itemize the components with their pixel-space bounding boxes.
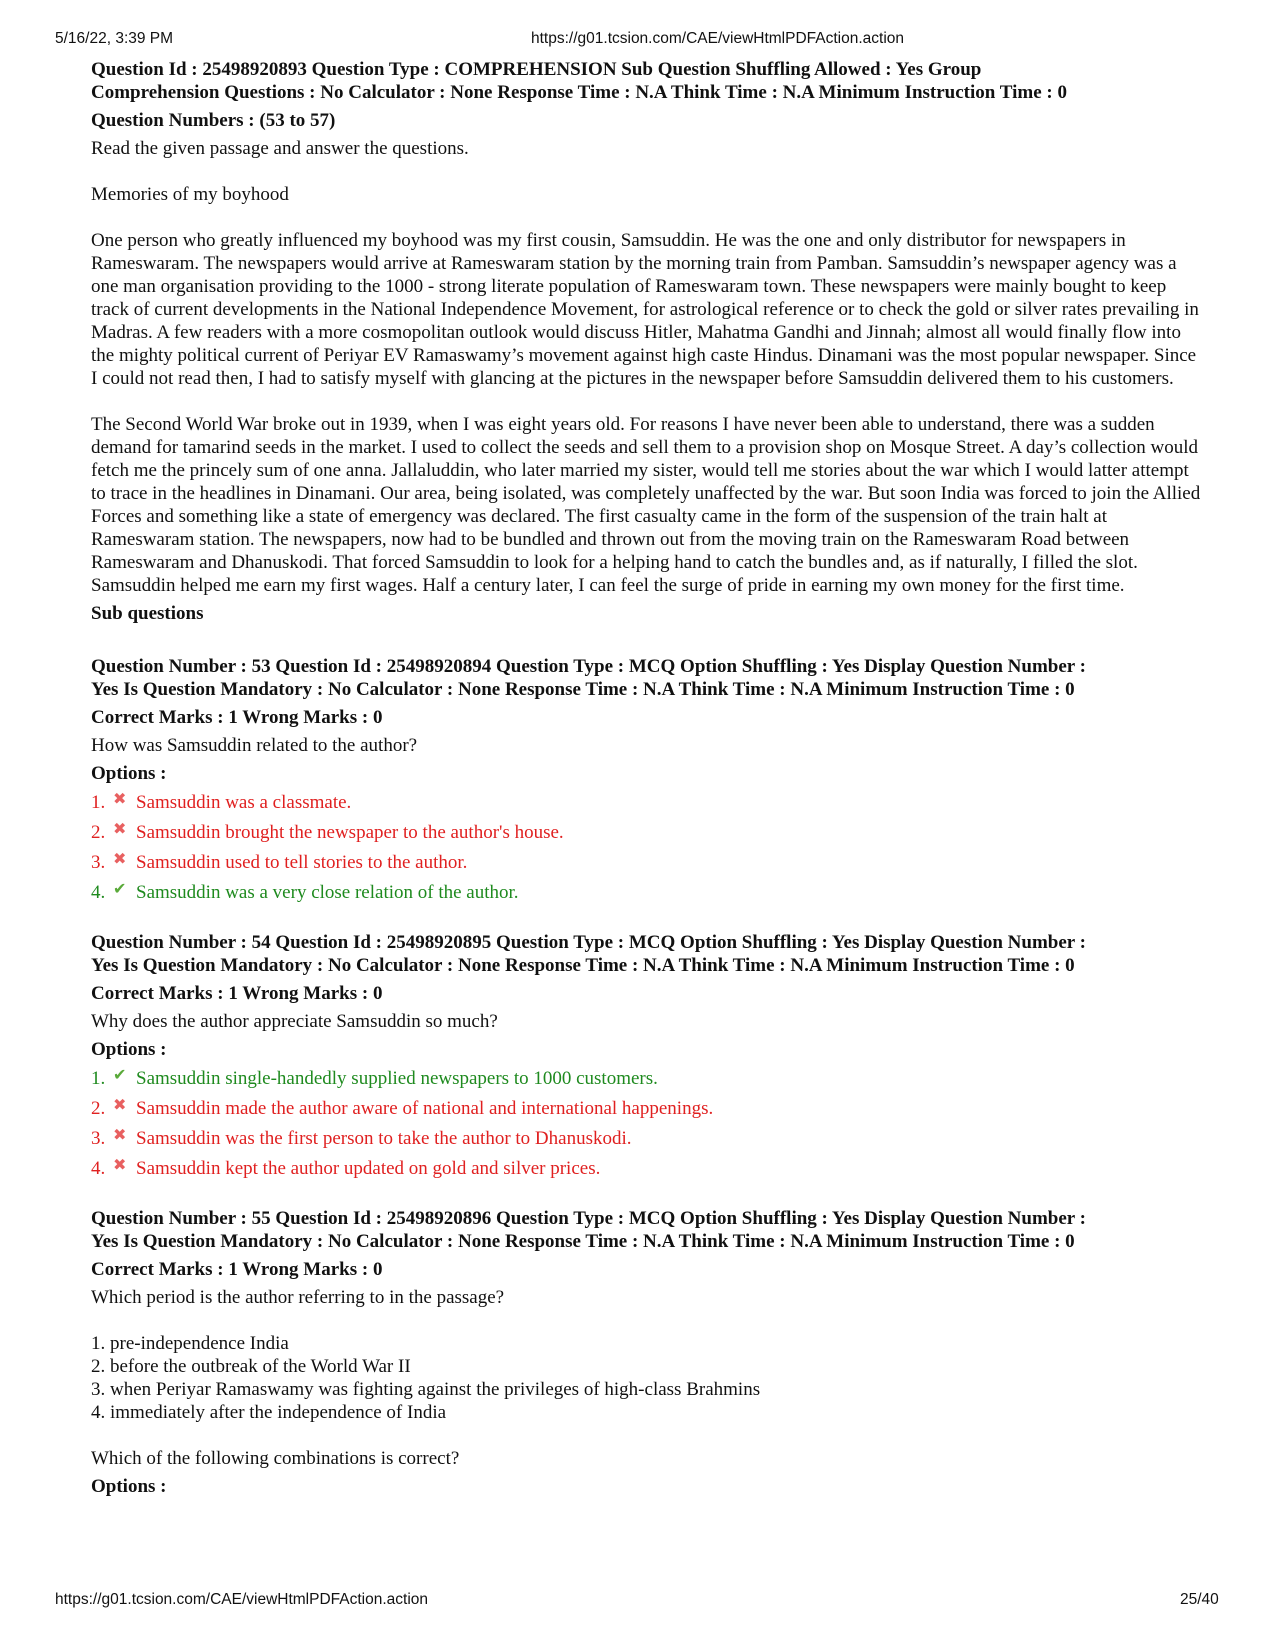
question-meta-line2: Yes Is Question Mandatory : No Calculator : None Response Time : N.A Think Time : N.A Minimum Instruction Time : 0 bbox=[91, 679, 1075, 700]
question-meta-line1: Question Number : 54 Question Id : 25498920895 Question Type : MCQ Option Shuffling : Yes Display Question Number : bbox=[91, 932, 1086, 953]
cross-icon: ✖ bbox=[113, 849, 127, 868]
option-number: 1. bbox=[91, 792, 106, 813]
option-text: Samsuddin single-handedly supplied newspapers to 1000 customers. bbox=[136, 1068, 658, 1089]
comprehension-meta-line1: Question Id : 25498920893 Question Type : COMPREHENSION Sub Question Shuffling Allowed : Yes Group bbox=[91, 59, 982, 80]
question-text: Why does the author appreciate Samsuddin so much? bbox=[91, 1011, 498, 1032]
question-text: Which period is the author referring to in the passage? bbox=[91, 1287, 505, 1308]
combination-prompt: Which of the following combinations is correct? bbox=[91, 1448, 460, 1469]
option-text: Samsuddin was the first person to take the author to Dhanuskodi. bbox=[136, 1128, 632, 1149]
document-body bbox=[91, 58, 1206, 1498]
option-text: Samsuddin used to tell stories to the author. bbox=[136, 852, 468, 873]
check-icon: ✔ bbox=[113, 879, 127, 898]
question-53 bbox=[91, 655, 1206, 908]
question-meta-line2: Yes Is Question Mandatory : No Calculator : None Response Time : N.A Think Time : N.A Minimum Instruction Time : 0 bbox=[91, 955, 1075, 976]
option-number: 3. bbox=[91, 1128, 106, 1149]
comprehension-meta-line2: Comprehension Questions : No Calculator : None Response Time : N.A Think Time : N.A Minimum Instruction Time : 0 bbox=[91, 82, 1067, 103]
option-number: 1. bbox=[91, 1068, 106, 1089]
option-2 bbox=[91, 1094, 1206, 1124]
option-3 bbox=[91, 848, 1206, 878]
option-text: Samsuddin was a classmate. bbox=[136, 792, 352, 813]
print-url: https://g01.tcsion.com/CAE/viewHtmlPDFAction.action bbox=[531, 30, 905, 47]
page-number: 25/40 bbox=[1180, 1591, 1219, 1608]
options-label: Options : bbox=[91, 1039, 167, 1060]
cross-icon: ✖ bbox=[113, 1155, 127, 1174]
options-label: Options : bbox=[91, 1476, 167, 1497]
question-54 bbox=[91, 931, 1206, 1184]
instruction: Read the given passage and answer the questions. bbox=[91, 138, 469, 159]
cross-icon: ✖ bbox=[113, 789, 127, 808]
passage-paragraph-2: The Second World War broke out in 1939, when I was eight years old. For reasons I have never been able to understand, there was a sudden demand for tamarind seeds in the market. I used to collect the seeds and sell them to a provision shop on Mosque Street. A day’s collection would fetch me the princely sum of one anna. Jallaluddin, who later married my sister, would tell me stories about the war which I would latter attempt to trace in the headlines in Dinamani. Our area, being isolated, was completely unaffected by the war. But soon India was forced to join the Allied Forces and something like a state of emergency was declared. The first casualty came in the form of the suspension of the train halt at Rameswaram station. The newspapers, now had to be bundled and thrown out from the moving train on the Rameswaram Road between Rameswaram and Dhanuskodi. That forced Samsuddin to look for a helping hand to catch the bundles and, as if naturally, I filled the slot. Samsuddin helped me earn my first wages. Half a century later, I can feel the surge of pride in earning my own money for the first time. bbox=[91, 414, 1201, 596]
question-marks: Correct Marks : 1 Wrong Marks : 0 bbox=[91, 983, 383, 1004]
check-icon: ✔ bbox=[113, 1065, 127, 1084]
cross-icon: ✖ bbox=[113, 819, 127, 838]
question-meta-line2: Yes Is Question Mandatory : No Calculator : None Response Time : N.A Think Time : N.A Minimum Instruction Time : 0 bbox=[91, 1231, 1075, 1252]
passage-title: Memories of my boyhood bbox=[91, 184, 289, 205]
option-text: Samsuddin kept the author updated on gold and silver prices. bbox=[136, 1158, 601, 1179]
option-4 bbox=[91, 1154, 1206, 1184]
question-meta-line1: Question Number : 55 Question Id : 25498920896 Question Type : MCQ Option Shuffling : Yes Display Question Number : bbox=[91, 1208, 1086, 1229]
option-1 bbox=[91, 788, 1206, 818]
option-2 bbox=[91, 818, 1206, 848]
question-numbers: Question Numbers : (53 to 57) bbox=[91, 110, 336, 131]
statement-2: 2. before the outbreak of the World War II bbox=[91, 1356, 411, 1377]
option-number: 2. bbox=[91, 1098, 106, 1119]
options-label: Options : bbox=[91, 763, 167, 784]
option-3 bbox=[91, 1124, 1206, 1154]
footer-url: https://g01.tcsion.com/CAE/viewHtmlPDFAction.action bbox=[55, 1591, 429, 1608]
cross-icon: ✖ bbox=[113, 1095, 127, 1114]
option-text: Samsuddin brought the newspaper to the author's house. bbox=[136, 822, 564, 843]
option-number: 4. bbox=[91, 1158, 106, 1179]
option-4 bbox=[91, 878, 1206, 908]
question-text: How was Samsuddin related to the author? bbox=[91, 735, 418, 756]
option-text: Samsuddin made the author aware of national and international happenings. bbox=[136, 1098, 714, 1119]
passage-paragraph-1: One person who greatly influenced my boyhood was my first cousin, Samsuddin. He was the one and only distributor for newspapers in Rameswaram. The newspapers would arrive at Rameswaram station by the morning train from Pamban. Samsuddin’s newspaper agency was a one man organisation providing to the 1000 - strong literate population of Rameswaram town. These newspapers were mainly bought to keep track of current developments in the National Independence Movement, for astrological reference or to check the gold or silver rates prevailing in Madras. A few readers with a more cosmopolitan outlook would discuss Hitler, Mahatma Gandhi and Jinnah; almost all would finally flow into the mighty political current of Periyar EV Ramaswamy’s movement against high caste Hindus. Dinamani was the most popular newspaper. Since I could not read then, I had to satisfy myself with glancing at the pictures in the newspaper before Samsuddin delivered them to his customers. bbox=[91, 230, 1199, 389]
question-55 bbox=[91, 1207, 1206, 1498]
option-text: Samsuddin was a very close relation of the author. bbox=[136, 882, 519, 903]
option-number: 4. bbox=[91, 882, 106, 903]
question-meta-line1: Question Number : 53 Question Id : 25498920894 Question Type : MCQ Option Shuffling : Yes Display Question Number : bbox=[91, 656, 1086, 677]
sub-questions-label: Sub questions bbox=[91, 603, 204, 624]
option-1 bbox=[91, 1064, 1206, 1094]
statement-1: 1. pre-independence India bbox=[91, 1333, 289, 1354]
statement-3: 3. when Periyar Ramaswamy was fighting against the privileges of high-class Brahmins bbox=[91, 1379, 761, 1400]
cross-icon: ✖ bbox=[113, 1125, 127, 1144]
option-number: 3. bbox=[91, 852, 106, 873]
print-datetime: 5/16/22, 3:39 PM bbox=[55, 30, 174, 47]
statement-4: 4. immediately after the independence of India bbox=[91, 1402, 447, 1423]
option-number: 2. bbox=[91, 822, 106, 843]
question-marks: Correct Marks : 1 Wrong Marks : 0 bbox=[91, 1259, 383, 1280]
question-marks: Correct Marks : 1 Wrong Marks : 0 bbox=[91, 707, 383, 728]
